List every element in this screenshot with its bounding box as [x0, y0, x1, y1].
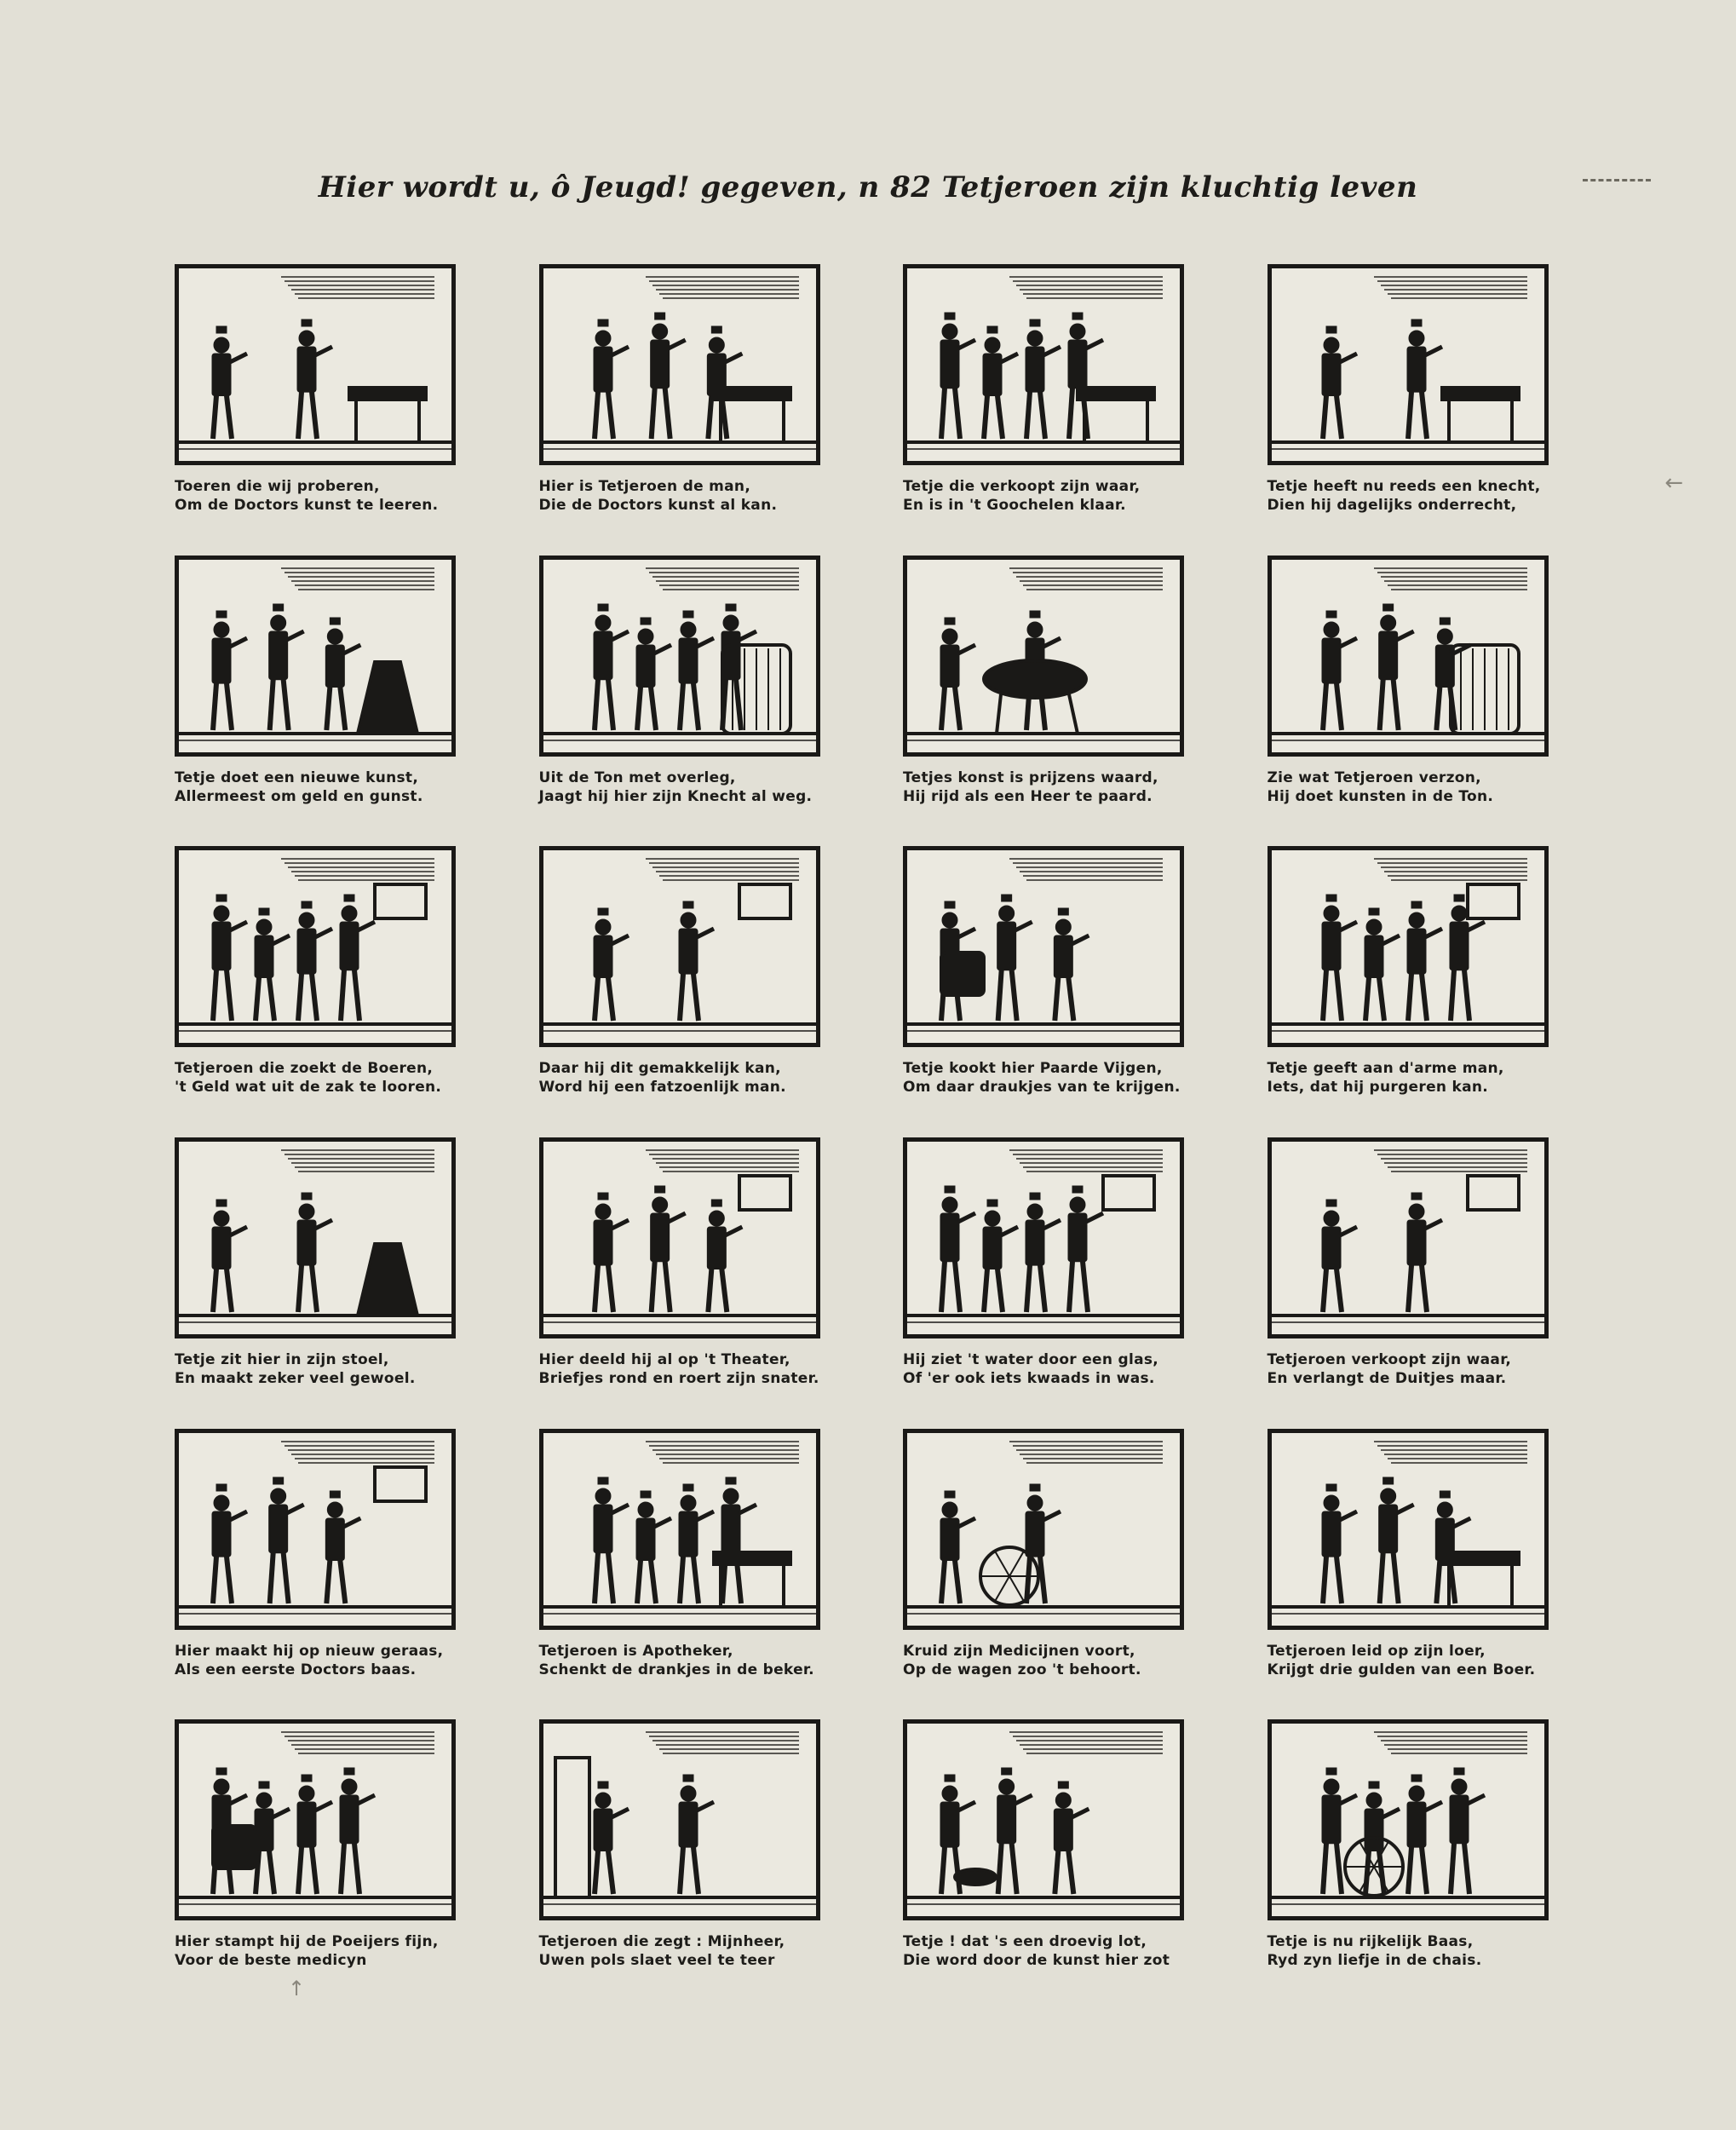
verse-line-1: Zie wat Tetjeroen verzon,: [1267, 769, 1481, 786]
page-title: Hier wordt u, ô Jeugd! gegeven, n 82 Tetjeroen zijn kluchtig leven: [318, 170, 1418, 204]
verse-line-2: Die word door de kunst hier zot: [903, 1952, 1170, 1970]
woodcut-illustration: [903, 846, 1184, 1047]
verse-caption: [903, 1642, 1193, 1679]
woodcut-illustration: [539, 556, 820, 757]
woodcut-scene: [179, 560, 451, 752]
verse-line-2: Iets, dat hij purgeren kan.: [1267, 1079, 1489, 1097]
woodcut-illustration: [1268, 1429, 1549, 1630]
woodcut-cell: [1268, 1137, 1572, 1420]
arrow-up-icon: ↑: [288, 1977, 306, 2000]
verse-line-2: 't Geld wat uit de zak te looren.: [175, 1079, 442, 1097]
woodcut-scene: [179, 1724, 451, 1916]
verse-caption: [1268, 1642, 1557, 1679]
verse-line-2: Voor de beste medicyn: [175, 1952, 367, 1970]
woodcut-scene: [543, 268, 816, 461]
woodcut-cell: [539, 556, 844, 838]
woodcut-illustration: [1268, 846, 1549, 1047]
verse-line-2: Schenkt de drankjes in de beker.: [538, 1661, 814, 1678]
woodcut-cell: [903, 1137, 1208, 1420]
verse-line-2: Word hij een fatzoenlijk man.: [538, 1079, 786, 1097]
verse-line-1: Tetje ! dat 's een droevig lot,: [903, 1933, 1147, 1951]
woodcut-scene: [907, 268, 1180, 461]
verse-line-1: Hij ziet 't water door een glas,: [903, 1350, 1159, 1368]
verse-line-2: Om de Doctors kunst te leeren.: [175, 497, 439, 514]
verse-line-2: Of 'er ook iets kwaads in was.: [903, 1369, 1155, 1387]
woodcut-cell: [1268, 846, 1572, 1129]
woodcut-cell: [175, 846, 480, 1129]
woodcut-cell: [1268, 1429, 1572, 1712]
verse-caption: [175, 1932, 464, 1970]
verse-line-1: Kruid zijn Medicijnen voort,: [903, 1642, 1135, 1660]
woodcut-cell: [539, 1719, 844, 2002]
woodcut-scene: [543, 560, 816, 752]
woodcut-cell: [539, 1137, 844, 1420]
woodcut-scene: [1272, 850, 1544, 1043]
woodcut-illustration: [539, 1137, 820, 1338]
verse-caption: [1268, 1932, 1557, 1970]
woodcut-scene: [1272, 268, 1544, 461]
verse-line-2: Ryd zyn liefje in de chais.: [1267, 1952, 1482, 1970]
woodcut-illustration: [175, 1137, 456, 1338]
woodcut-illustration: [175, 846, 456, 1047]
woodcut-scene: [543, 1142, 816, 1334]
woodcut-illustration: [1268, 556, 1549, 757]
verse-line-1: Tetje is nu rijkelijk Baas,: [1267, 1933, 1474, 1951]
woodcut-scene: [179, 268, 451, 461]
verse-line-1: Tetje doet een nieuwe kunst,: [175, 769, 419, 786]
verse-caption: [539, 1932, 829, 1970]
verse-line-2: Uwen pols slaet veel te teer: [538, 1952, 775, 1970]
arrow-left-icon: ←: [1664, 470, 1683, 496]
verse-line-1: Tetjes konst is prijzens waard,: [903, 769, 1158, 786]
woodcut-scene: [907, 1142, 1180, 1334]
verse-caption: [539, 1642, 829, 1679]
verse-caption: [539, 477, 829, 515]
verse-line-2: Die de Doctors kunst al kan.: [538, 497, 778, 514]
verse-line-2: En verlangt de Duitjes maar.: [1267, 1369, 1507, 1387]
verse-line-1: Tetjeroen is Apotheker,: [538, 1642, 733, 1660]
woodcut-illustration: [1268, 1719, 1549, 1920]
verse-caption: [903, 477, 1193, 515]
verse-line-2: Op de wagen zoo 't behoort.: [903, 1661, 1141, 1678]
verse-line-1: Daar hij dit gemakkelijk kan,: [538, 1060, 781, 1078]
woodcut-illustration: [175, 1429, 456, 1630]
verse-caption: [539, 1059, 829, 1097]
verse-line-2: Jaagt hij hier zijn Knecht al weg.: [538, 787, 813, 805]
verse-line-2: Als een eerste Doctors baas.: [175, 1661, 417, 1678]
woodcut-scene: [543, 1433, 816, 1626]
woodcut-scene: [1272, 1142, 1544, 1334]
verse-caption: [175, 1350, 464, 1388]
woodcut-cell: [539, 846, 844, 1129]
verse-caption: [539, 769, 829, 806]
woodcut-scene: [179, 1433, 451, 1626]
verse-caption: [539, 1350, 829, 1388]
verse-line-1: Tetje heeft nu reeds een knecht,: [1267, 478, 1541, 495]
woodcut-cell: [903, 1719, 1208, 2002]
woodcut-illustration: [175, 264, 456, 465]
verse-line-1: Tetjeroen die zegt : Mijnheer,: [538, 1933, 785, 1951]
woodcut-scene: [907, 1724, 1180, 1916]
verse-line-2: Hij doet kunsten in de Ton.: [1267, 787, 1494, 805]
woodcut-scene: [907, 1433, 1180, 1626]
verse-line-2: Krijgt drie gulden van een Boer.: [1267, 1661, 1536, 1678]
woodcut-cell: [175, 1429, 480, 1712]
verse-caption: [903, 769, 1193, 806]
verse-line-1: Hier maakt hij op nieuw geraas,: [175, 1642, 444, 1660]
woodcut-scene: [543, 1724, 816, 1916]
woodcut-cell: [175, 1719, 480, 2002]
verse-line-1: Tetjeroen die zoekt de Boeren,: [175, 1060, 434, 1078]
woodcut-cell: [175, 1137, 480, 1420]
woodcut-illustration: [903, 1719, 1184, 1920]
verse-line-2: En is in 't Goochelen klaar.: [903, 497, 1126, 514]
verse-line-1: Hier deeld hij al op 't Theater,: [538, 1350, 790, 1368]
verse-caption: [903, 1932, 1193, 1970]
verse-line-1: Tetje die verkoopt zijn waar,: [903, 478, 1141, 495]
woodcut-illustration: [903, 1429, 1184, 1630]
verse-caption: [903, 1059, 1193, 1097]
verse-caption: [175, 1642, 464, 1679]
woodcut-illustration: [1268, 1137, 1549, 1338]
woodcut-cell: [1268, 1719, 1572, 2002]
woodcut-scene: [179, 1142, 451, 1334]
woodcut-cell: [175, 264, 480, 547]
woodcut-scene: [907, 850, 1180, 1043]
verse-line-1: Tetje zit hier in zijn stoel,: [175, 1350, 389, 1368]
woodcut-cell: [175, 556, 480, 838]
verse-line-1: Tetje kookt hier Paarde Vijgen,: [903, 1060, 1163, 1078]
woodcut-illustration: [903, 556, 1184, 757]
woodcut-scene: [1272, 560, 1544, 752]
verse-line-1: Tetjeroen verkoopt zijn waar,: [1267, 1350, 1512, 1368]
verse-line-2: Om daar draukjes van te krijgen.: [903, 1079, 1181, 1097]
woodcut-cell: [903, 846, 1208, 1129]
verse-caption: [1268, 477, 1557, 515]
woodcut-illustration: [539, 1429, 820, 1630]
woodcut-cell: [1268, 264, 1572, 547]
woodcut-grid: [175, 264, 1572, 2002]
verse-line-1: Hier is Tetjeroen de man,: [538, 478, 751, 495]
woodcut-illustration: [1268, 264, 1549, 465]
woodcut-illustration: [175, 1719, 456, 1920]
woodcut-scene: [907, 560, 1180, 752]
woodcut-illustration: [903, 1137, 1184, 1338]
woodcut-illustration: [539, 846, 820, 1047]
verse-caption: [175, 477, 464, 515]
woodcut-scene: [1272, 1724, 1544, 1916]
verse-line-1: Tetje geeft aan d'arme man,: [1267, 1060, 1504, 1078]
verse-line-2: Hij rijd als een Heer te paard.: [903, 787, 1153, 805]
woodcut-scene: [543, 850, 816, 1043]
woodcut-cell: [903, 264, 1208, 547]
woodcut-cell: [903, 1429, 1208, 1712]
verse-line-1: Uit de Ton met overleg,: [538, 769, 736, 786]
verse-line-2: Briefjes rond en roert zijn snater.: [538, 1369, 819, 1387]
verse-caption: [175, 1059, 464, 1097]
woodcut-cell: [1268, 556, 1572, 838]
verse-caption: [1268, 1350, 1557, 1388]
woodcut-scene: [179, 850, 451, 1043]
verse-line-2: Dien hij dagelijks onderrecht,: [1267, 497, 1517, 514]
woodcut-illustration: [903, 264, 1184, 465]
verse-line-1: Tetjeroen leid op zijn loer,: [1267, 1642, 1486, 1660]
verse-line-2: Allermeest om geld en gunst.: [175, 787, 423, 805]
woodcut-cell: [539, 1429, 844, 1712]
woodcut-illustration: [539, 1719, 820, 1920]
verse-caption: [1268, 769, 1557, 806]
verse-caption: [1268, 1059, 1557, 1097]
verse-caption: [175, 769, 464, 806]
woodcut-cell: [539, 264, 844, 547]
verse-line-1: Toeren die wij proberen,: [175, 478, 380, 495]
woodcut-illustration: [539, 264, 820, 465]
woodcut-scene: [1272, 1433, 1544, 1626]
verse-line-2: En maakt zeker veel gewoel.: [175, 1369, 416, 1387]
verse-caption: [903, 1350, 1193, 1388]
verse-line-1: Hier stampt hij de Poeijers fijn,: [175, 1933, 439, 1951]
woodcut-cell: [903, 556, 1208, 838]
woodcut-illustration: [175, 556, 456, 757]
